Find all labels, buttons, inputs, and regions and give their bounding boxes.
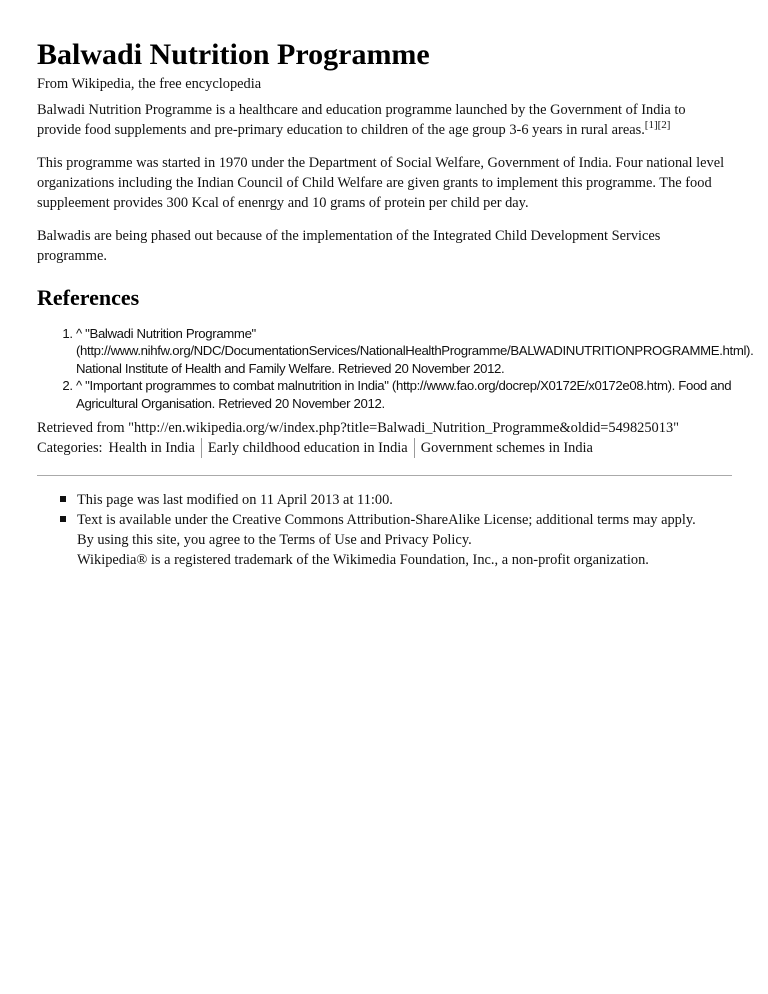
paragraph-intro-text: Balwadi Nutrition Programme is a healthcare and education programme launched by the Government of India to provide food supplements and pre-primary education to children of the age group 3-6 years in rural areas. — [37, 102, 686, 138]
page-subtitle: From Wikipedia, the free encyclopedia — [37, 76, 262, 92]
category-link[interactable]: Health in India — [108, 440, 195, 457]
trademark-text: Wikipedia® is a registered trademark of the Wikimedia Foundation, Inc., a non-profit organization. — [77, 552, 649, 569]
reference-backlink[interactable]: ^ — [76, 378, 82, 394]
citation-2-link[interactable]: [2] — [657, 119, 671, 131]
citation-1[interactable] — [645, 119, 658, 131]
reference-item — [76, 377, 732, 412]
retrieved-from[interactable]: Retrieved from "http://en.wikipedia.org/w/index.php?title=Balwadi_Nutrition_Programme&oldid=549825013" — [37, 420, 680, 437]
bullet-icon — [60, 496, 66, 502]
paragraph-intro — [37, 100, 732, 140]
reference-backlink[interactable]: ^ — [76, 326, 82, 341]
license-text[interactable]: Text is available under the Creative Commons Attribution-ShareAlike License; additional terms may apply. — [77, 512, 696, 529]
references-heading: References — [37, 285, 140, 310]
reference-item — [76, 325, 754, 377]
terms-text[interactable]: By using this site, you agree to the Terms of Use and Privacy Policy. — [77, 532, 472, 549]
last-modified-text: This page was last modified on 11 April 2013 at 11:00. — [77, 492, 393, 509]
citation-1-link[interactable]: [1] — [644, 119, 658, 131]
paragraph-history: This programme was started in 1970 under the Department of Social Welfare, Government of India. Four national level organizations including the Indian Council of Child Welfare are given grants to implement this programme. The food suppleement provides 300 Kcal of enenrgy and 10 grams of protein per child per day. — [37, 155, 725, 211]
categories-label: Categories: — [37, 440, 103, 457]
paragraph-phaseout: Balwadis are being phased out because of the implementation of the Integrated Child Development Services programme. — [37, 228, 661, 264]
footer-divider — [37, 475, 732, 476]
category-link[interactable]: Early childhood education in India — [201, 438, 414, 458]
citation-2[interactable] — [658, 119, 671, 131]
page-title: Balwadi Nutrition Programme — [37, 38, 430, 71]
reference-text[interactable]: "Important programmes to combat malnutrition in India" (http://www.fao.org/docrep/X0172E/x0172e08.htm). Food and Agricultural Organisation. Retrieved 20 November 2012. — [76, 378, 732, 411]
footer-item-last-modified — [77, 490, 732, 510]
reference-text[interactable]: "Balwadi Nutrition Programme" (http://www.nihfw.org/NDC/DocumentationServices/NationalHealthProgramme/BALWADINUTRITIONPROGRAMME.html). National Institute of Health and Family Welfare. Retrieved 20 November 2012. — [76, 326, 754, 376]
bullet-icon — [60, 516, 66, 522]
footer-item-license — [77, 510, 732, 570]
references-list — [37, 325, 754, 412]
category-link[interactable]: Government schemes in India — [414, 438, 599, 458]
categories-bar — [37, 438, 732, 458]
footer-list — [37, 490, 732, 570]
